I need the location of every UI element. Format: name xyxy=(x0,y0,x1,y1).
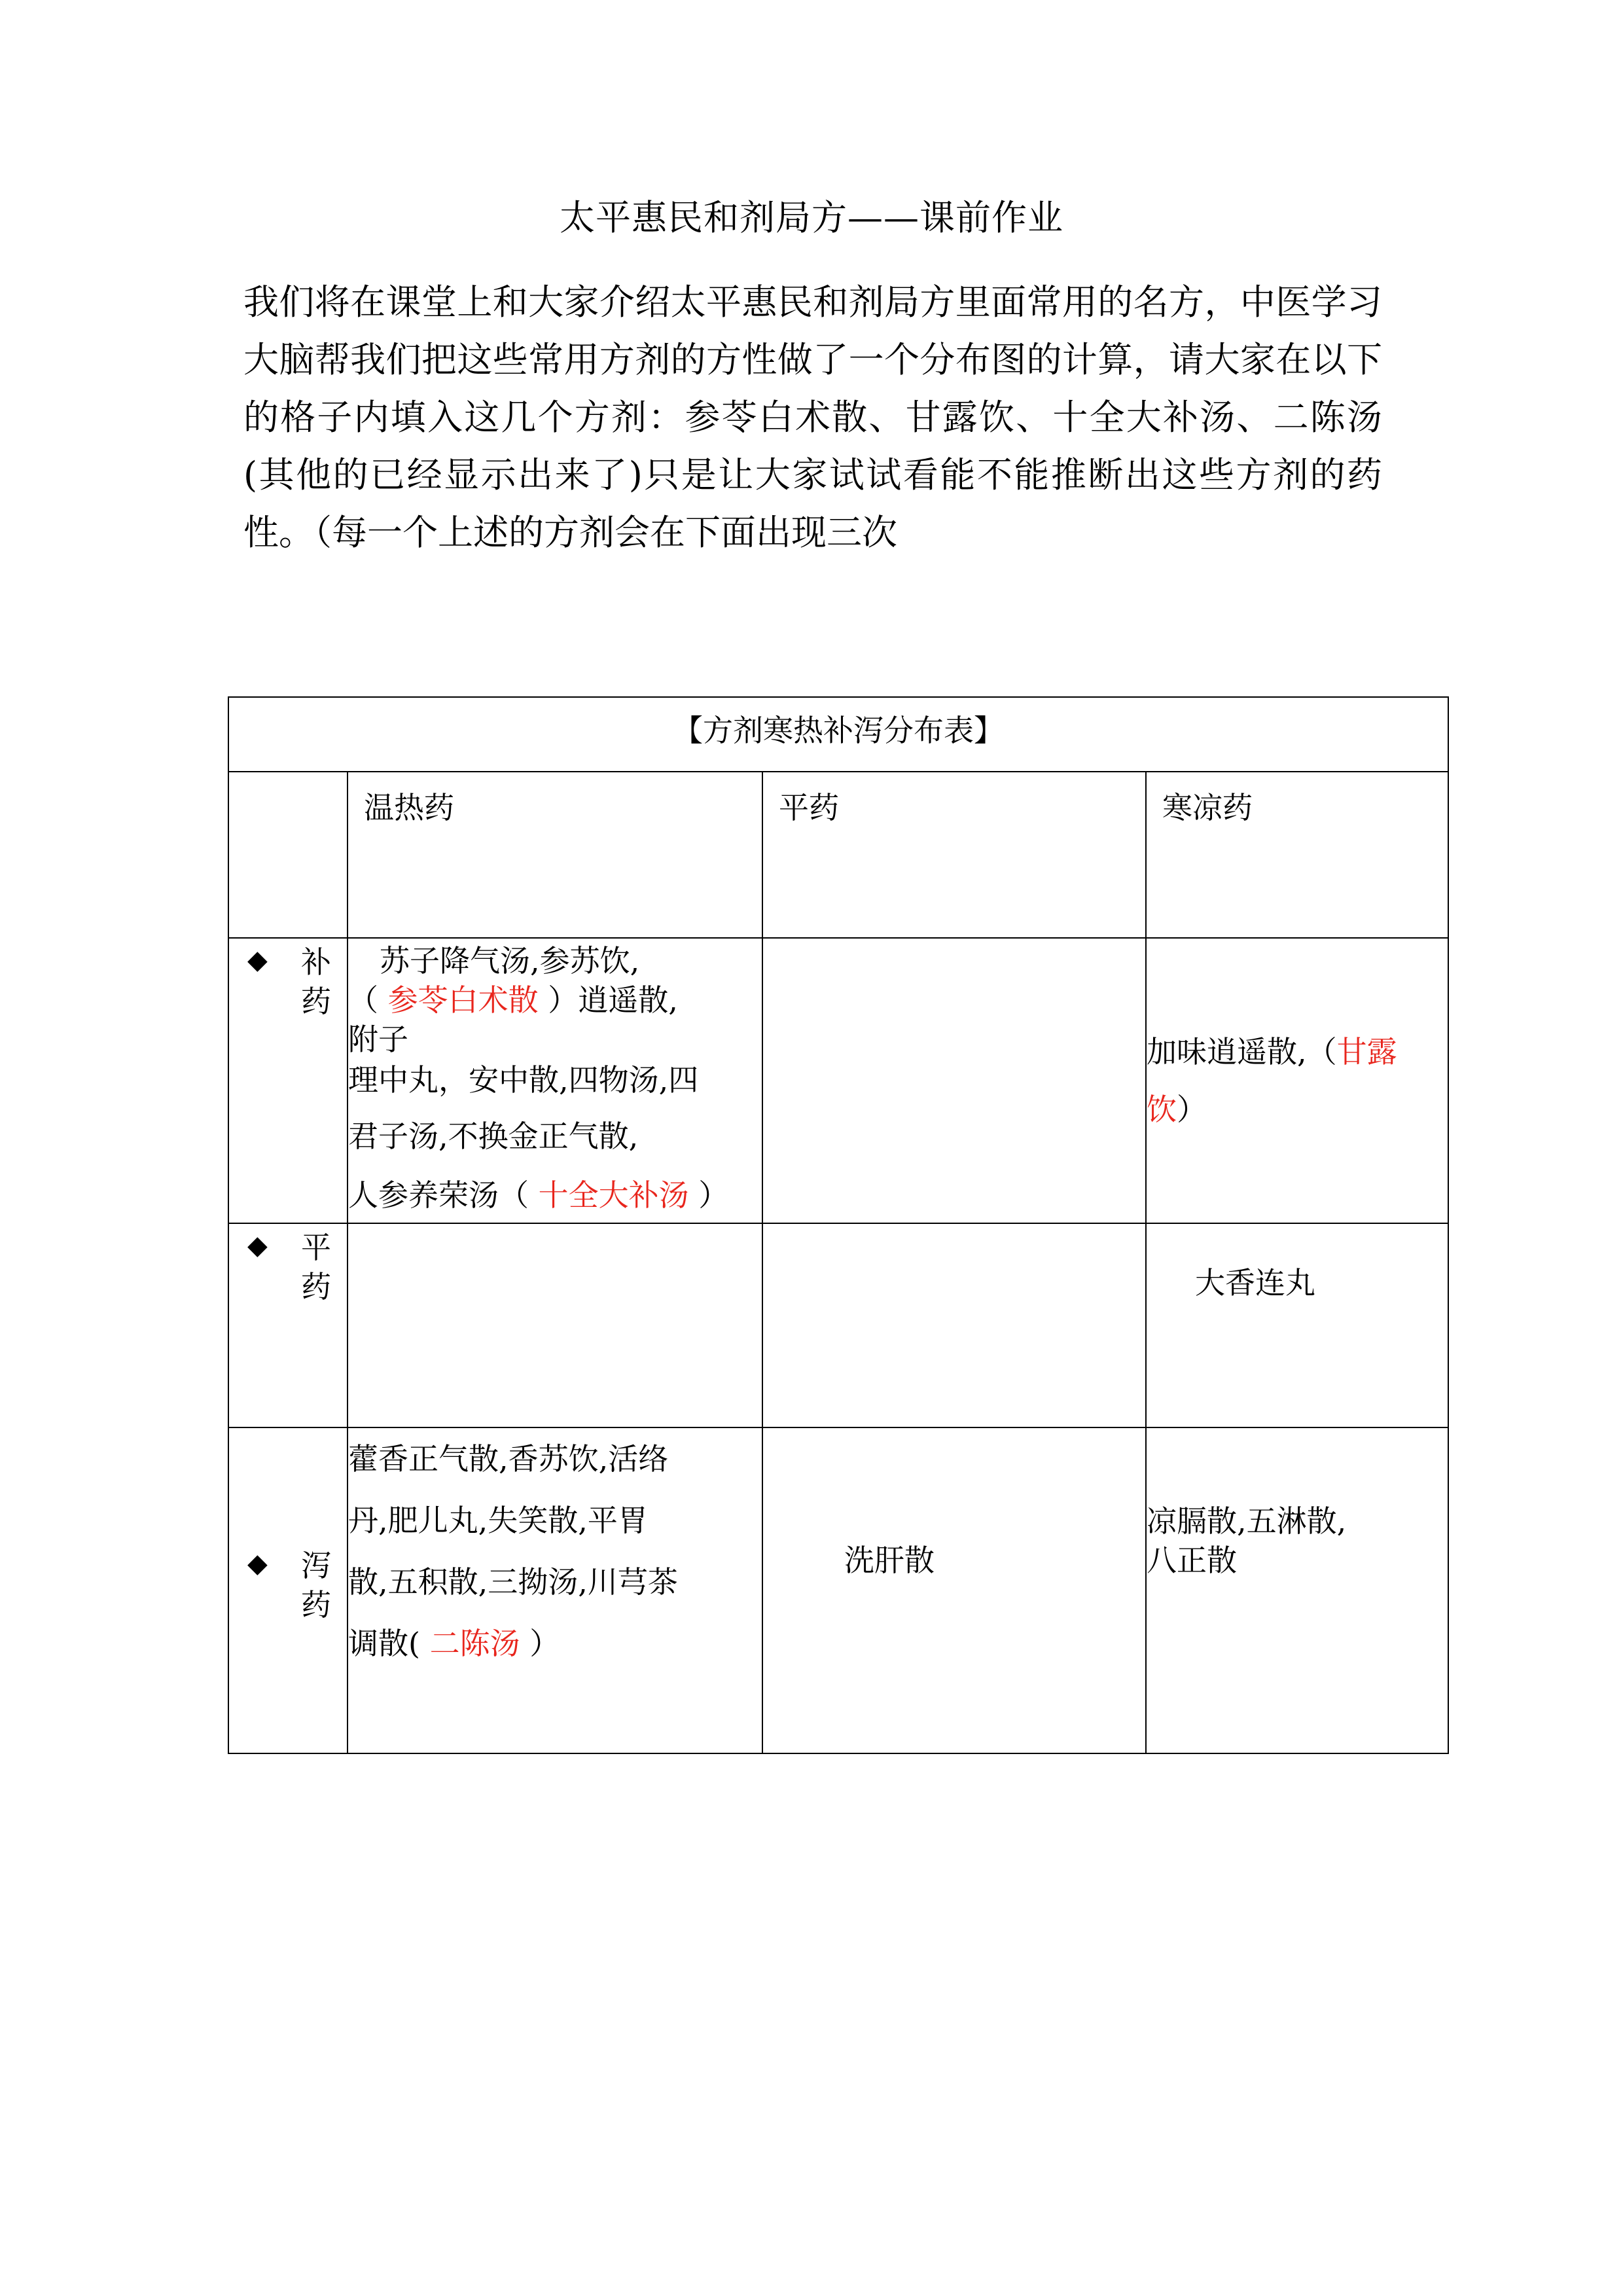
diamond-bullet-icon: ◆ xyxy=(247,1549,268,1579)
cell-purge-cold: 凉膈散,五淋散, 八正散 xyxy=(1146,1427,1448,1753)
cell-purge-warm: 藿香正气散,香苏饮,活络 丹,肥儿丸,失笑散,平胃 散,五积散,三拗汤,川芎茶 调散( 二陈汤 ） xyxy=(348,1427,762,1753)
row-label-text: 平药 xyxy=(301,1230,331,1304)
answer-red-text: 饮 xyxy=(1147,1092,1177,1127)
distribution-table xyxy=(228,696,1449,1754)
table-row-tonify xyxy=(228,938,1448,1223)
cell-purge-neutral: 洗肝散 xyxy=(762,1427,1146,1753)
table-row-neutral xyxy=(228,1223,1448,1427)
cell-tonify-warm: 苏子降气汤,参苏饮, （ 参苓白术散 ）逍遥散, 附子 理中丸，安中散,四物汤,四 君子汤,不换金正气散, 人参养荣汤（ 十全大补汤 ） xyxy=(348,938,762,1223)
col-header-warm: 温热药 xyxy=(348,772,762,938)
answer-red-text: 甘露 xyxy=(1336,1034,1397,1069)
corner-cell xyxy=(228,772,348,938)
table-caption: 【方剂寒热补泻分布表】 xyxy=(228,697,1448,772)
cell-neutral-cold: 大香连丸 xyxy=(1146,1223,1448,1427)
cell-tonify-neutral xyxy=(762,938,1146,1223)
answer-red-text: 二陈汤 xyxy=(429,1626,520,1661)
table-row-purge xyxy=(228,1427,1448,1753)
diamond-bullet-icon: ◆ xyxy=(247,1230,268,1261)
document-title: 太平惠民和剂局方——课前作业 xyxy=(560,197,1063,238)
answer-red-text: 十全大补汤 xyxy=(538,1177,689,1213)
row-label-text: 补药 xyxy=(301,944,331,1019)
row-label-tonify xyxy=(228,938,348,1223)
cell-neutral-neutral xyxy=(762,1223,1146,1427)
row-label-purge xyxy=(228,1427,348,1753)
col-header-neutral: 平药 xyxy=(762,772,1146,938)
cell-neutral-warm xyxy=(348,1223,762,1427)
answer-red-text: 参苓白术散 xyxy=(387,982,539,1018)
col-header-cold: 寒凉药 xyxy=(1146,772,1448,938)
intro-paragraph: 我们将在课堂上和大家介绍太平惠民和剂局方里面常用的名方，中医学习大脑帮我们把这些常用方剂的方性做了一个分布图的计算，请大家在以下的格子内填入这几个方剂：参苓白术散、甘露饮、十全大补汤、二陈汤(其他的已经显示出来了)只是让大家试试看能不能推断出这些方剂的药性。（每一个上述的方剂会在下面出现三次 xyxy=(243,281,1382,553)
cell-tonify-cold: 加味逍遥散,（甘露 饮） xyxy=(1146,938,1448,1223)
row-label-text: 泻药 xyxy=(301,1548,331,1623)
row-label-neutral xyxy=(228,1223,348,1427)
diamond-bullet-icon: ◆ xyxy=(247,945,268,975)
